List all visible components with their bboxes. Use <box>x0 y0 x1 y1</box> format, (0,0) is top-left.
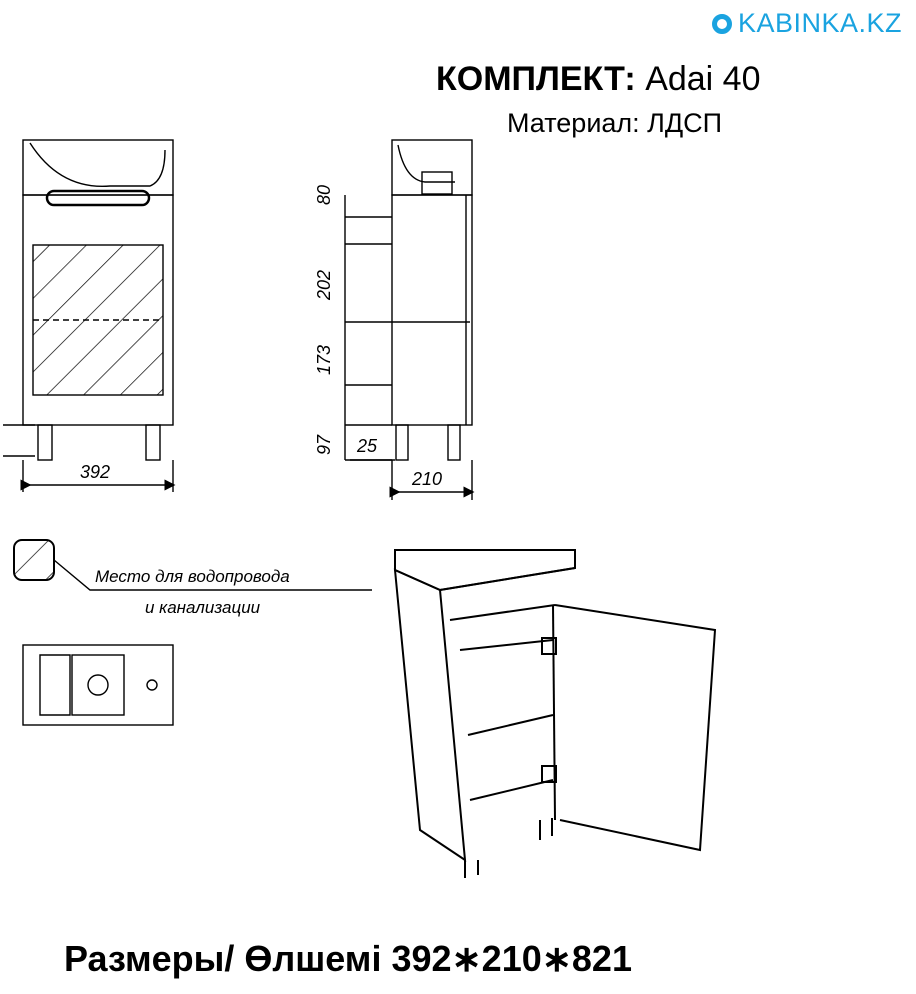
dim-80: 80 <box>314 184 334 205</box>
dim-173: 173 <box>314 344 334 375</box>
dim-202: 202 <box>314 269 334 300</box>
depth-label: 210 <box>412 469 443 489</box>
legend-line-2: и канализации <box>145 598 261 617</box>
dimensions-footer: Размеры/ Өлшемі 392∗210∗821 <box>64 938 632 979</box>
dim-97: 97 <box>314 434 334 455</box>
brand-name: KABINKA.KZ <box>737 8 902 38</box>
front-view <box>3 140 173 492</box>
top-view <box>23 645 173 725</box>
kit-label: КОМПЛЕКТ: <box>436 60 636 98</box>
isometric-view <box>395 550 715 878</box>
dim-25: 25 <box>357 436 378 456</box>
front-width-label: 392 <box>80 462 111 482</box>
legend-line-1: Место для водопровода <box>95 567 290 586</box>
kit-name: Adai 40 <box>645 60 761 98</box>
material-label: Материал: ЛДСП <box>507 108 723 138</box>
